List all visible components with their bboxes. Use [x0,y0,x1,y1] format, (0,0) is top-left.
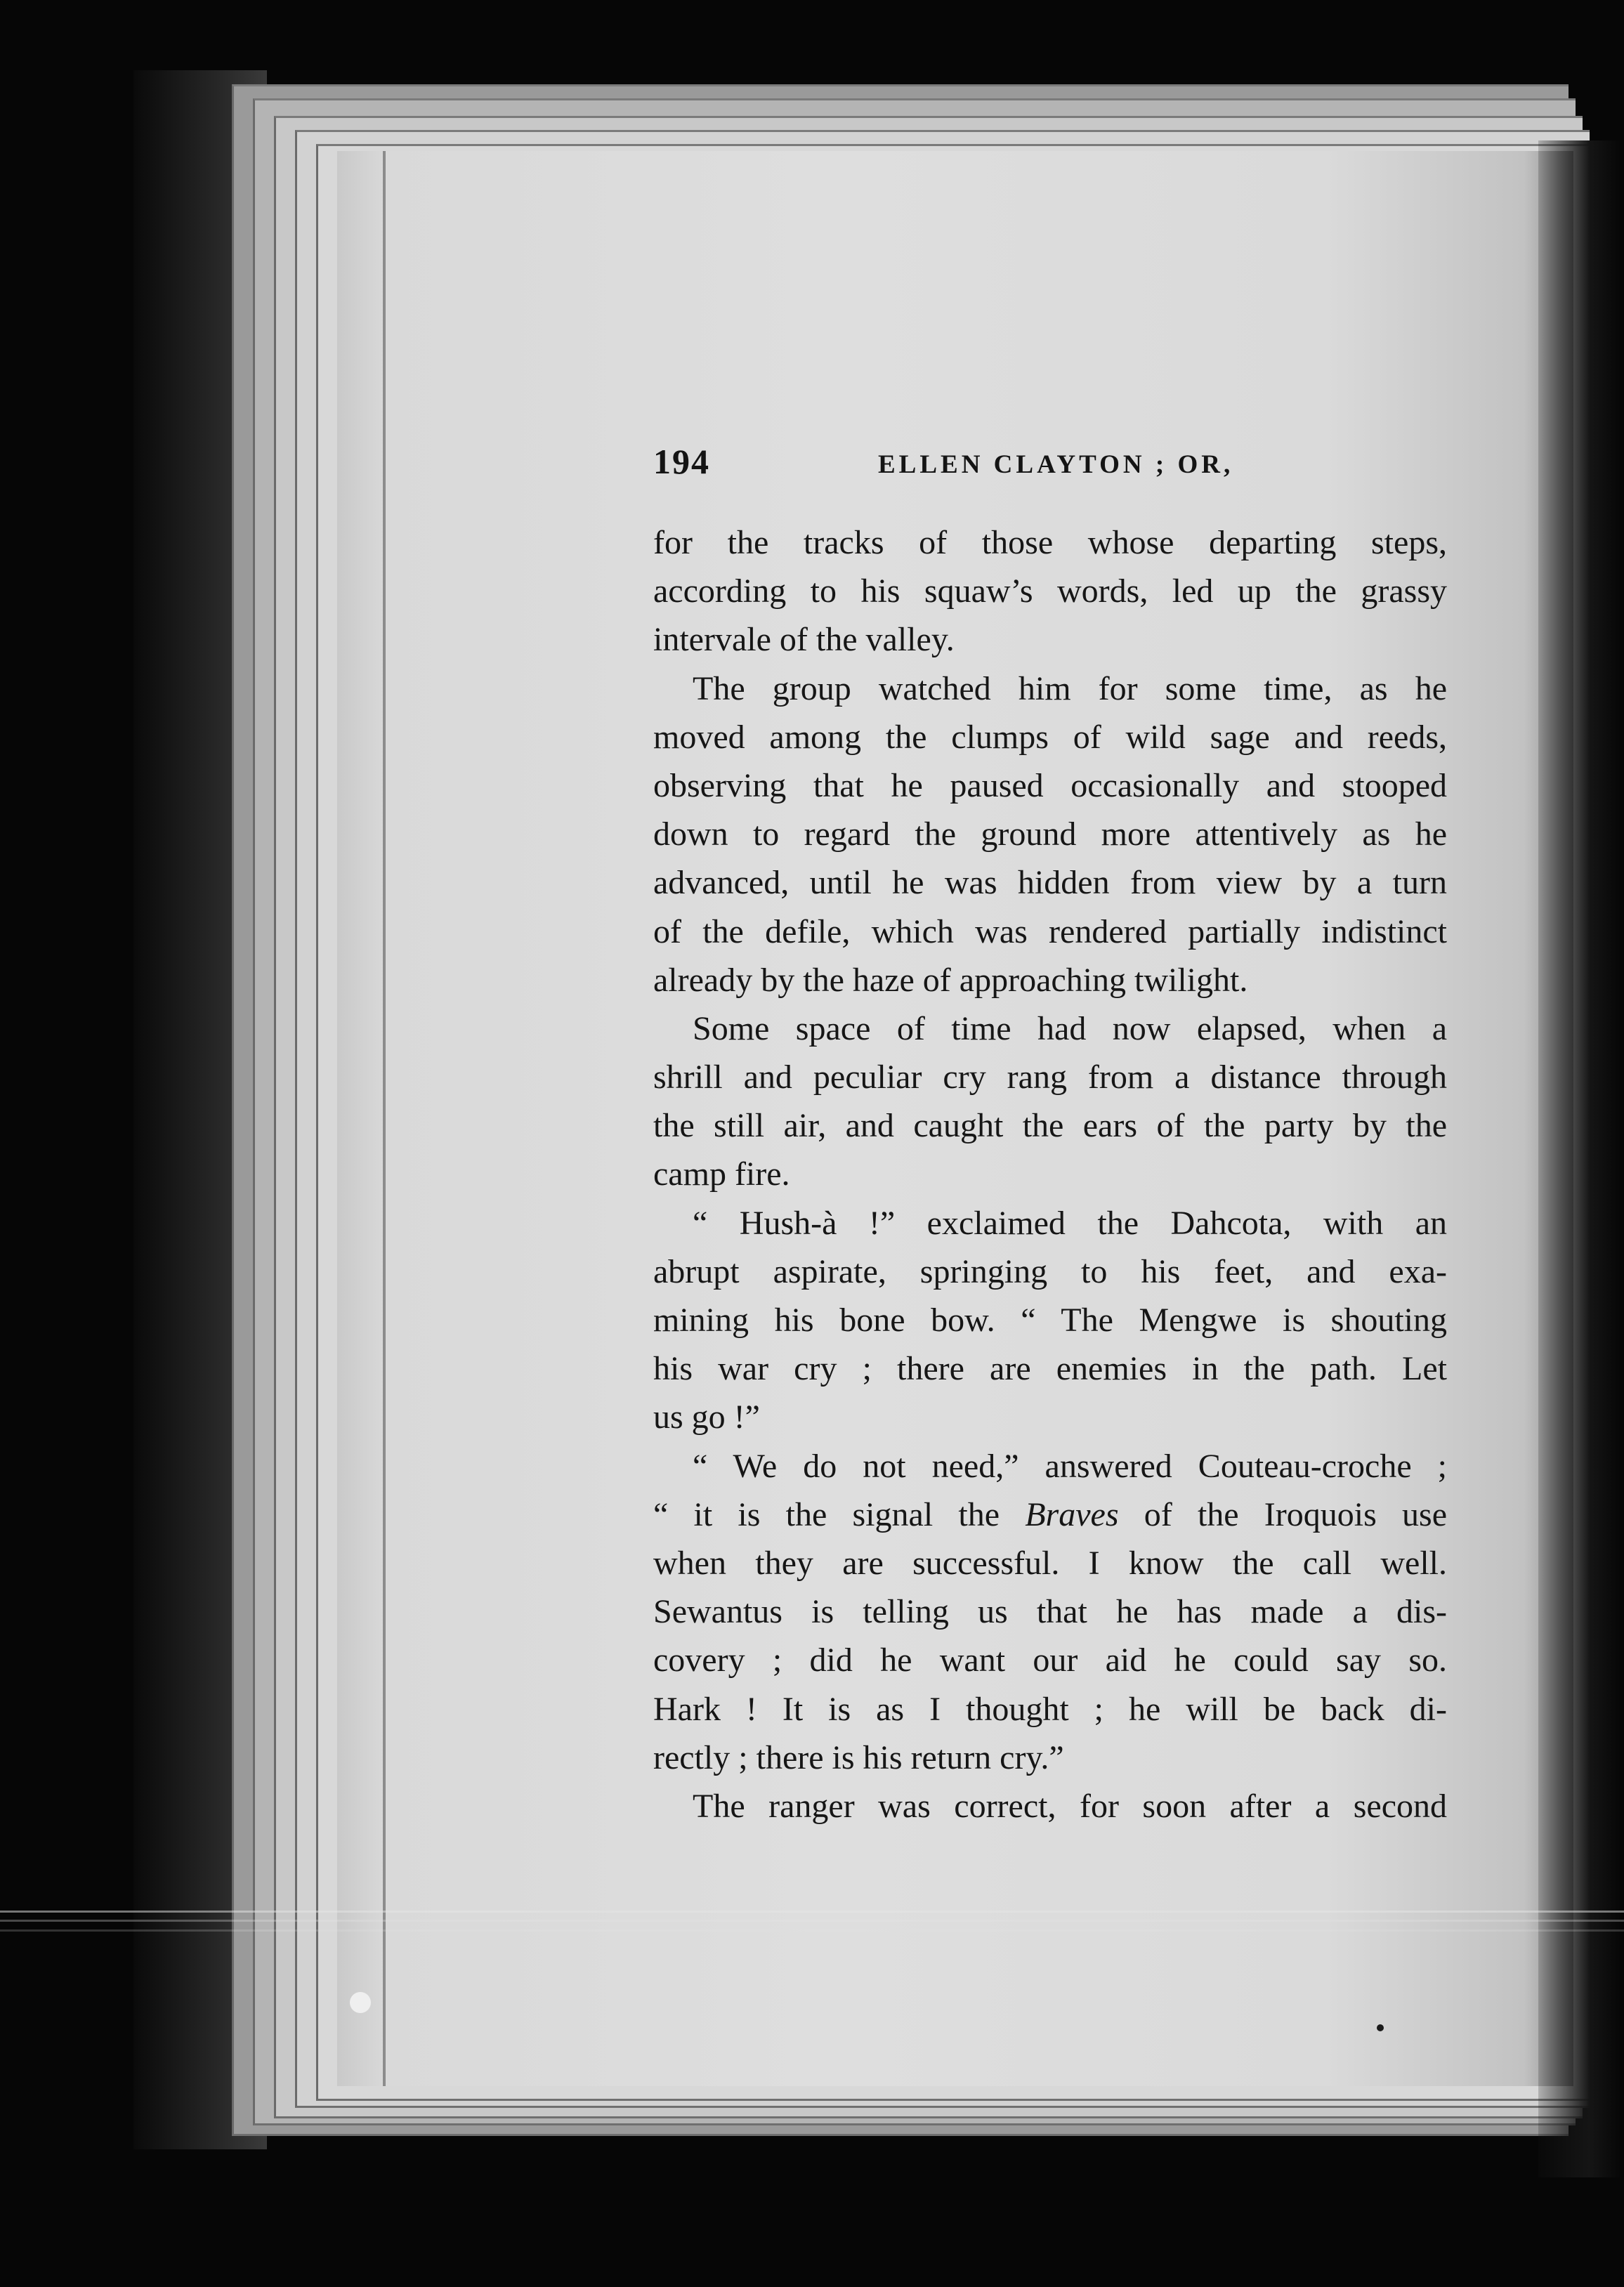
text-line: down to regard the ground more attentively as he [653,815,1447,853]
scan-artifact-line [0,1920,1624,1922]
ink-speck [1377,2024,1384,2031]
text-line: for the tracks of those whose departing steps, [653,524,1447,561]
text-line: “ We do not need,” answered Couteau-croche ; [693,1447,1447,1485]
text-line: observing that he paused occasionally and stooped [653,766,1447,804]
text-line: according to his squaw’s words, led up the grassy [653,572,1447,610]
text-line: his war cry ; there are enemies in the path. Let [653,1350,1447,1388]
text-line: us go !” [653,1398,760,1436]
text-line: The group watched him for some time, as he [693,669,1447,707]
text-line: Sewantus is telling us that he has made a dis- [653,1593,1447,1631]
text-line: The ranger was correct, for soon after a second [693,1787,1447,1825]
scan-artifact-line [0,1911,1624,1913]
text-line: “ Hush-à !” exclaimed the Dahcota, with an [693,1204,1447,1242]
text-line: of the defile, which was rendered partially indistinct [653,912,1447,950]
text-line: “ it is the signal the Braves of the Iroquois use [653,1495,1447,1533]
right-shadow [1538,140,1624,2177]
text-line: rectly ; there is his return cry.” [653,1738,1064,1776]
page-number: 194 [653,442,710,481]
scan-artifact-line [0,1929,1624,1932]
text-line: the still air, and caught the ears of the party by the [653,1107,1447,1145]
paper-blemish [350,1992,371,2013]
body-text [653,518,1447,1830]
text-line: Hark ! It is as I thought ; he will be back di- [653,1690,1447,1728]
text-line: intervale of the valley. [653,621,955,659]
italic-word: Braves [1025,1495,1119,1533]
text-line: mining his bone bow. “ The Mengwe is shouting [653,1302,1447,1339]
page-gutter-line [383,151,386,2086]
text-line: advanced, until he was hidden from view by a turn [653,864,1447,902]
text-line: Some space of time had now elapsed, when a [693,1009,1447,1047]
text-line: already by the haze of approaching twilight. [653,961,1248,999]
text-line: abrupt aspirate, springing to his feet, and exa- [653,1252,1447,1290]
page-header [653,441,1454,483]
text-line: shrill and peculiar cry rang from a distance through [653,1059,1447,1096]
running-head: ELLEN CLAYTON ; OR, [878,450,1234,479]
text-line: moved among the clumps of wild sage and reeds, [653,718,1447,756]
text-line: when they are successful. I know the call well. [653,1544,1447,1582]
text-line: camp fire. [653,1155,790,1193]
text-line: covery ; did he want our aid he could say so. [653,1641,1447,1679]
